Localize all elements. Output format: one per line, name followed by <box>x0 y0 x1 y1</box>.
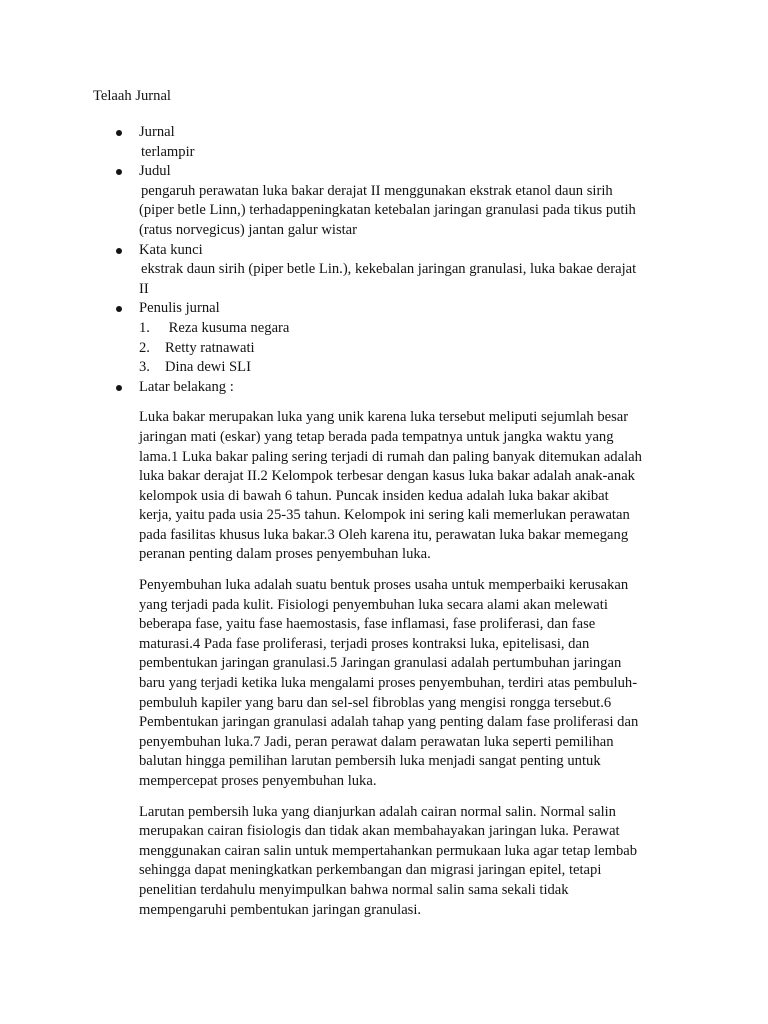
paragraph-2 <box>139 576 677 792</box>
paragraph-line: kerja, yaitu pada usia 25-35 tahun. Kelompok ini sering kali memerlukan perawatan <box>139 507 630 524</box>
paragraph-line: lama.1 Luka bakar paling sering terjadi di rumah dan paling banyak ditemukan adalah <box>139 448 642 465</box>
section-latar-belakang <box>93 378 693 920</box>
paragraph-line: menggunakan cairan salin untuk mempertahankan permukaan luka agar tetap lembab <box>139 842 638 859</box>
paragraph-line: peranan penting dalam proses penyembuhan luka. <box>139 546 431 563</box>
section-jurnal <box>93 123 693 162</box>
section-detail: terlampir <box>141 143 195 160</box>
section-label: Latar belakang : <box>139 378 234 395</box>
section-list <box>93 123 693 920</box>
author-number: 1. <box>139 319 150 336</box>
author-item <box>139 319 693 339</box>
author-number: 3. <box>139 359 150 376</box>
bullet-icon <box>116 385 122 391</box>
paragraph-line: penyembuhan luka.7 Jadi, peran perawat dalam perawatan luka seperti pemilihan <box>139 733 614 750</box>
section-label: Penulis jurnal <box>139 300 220 317</box>
author-name: Dina dewi SLI <box>165 359 251 376</box>
paragraph-line: sehingga dapat meningkatkan perkembangan dan migrasi jaringan epitel, tetapi <box>139 862 602 879</box>
paragraph-line: baru yang terjadi ketika luka mengalami proses penyembuhan, terdiri atas pembuluh- <box>139 675 638 692</box>
author-item <box>139 339 693 359</box>
paragraph-line: yang terjadi pada kulit. Fisiologi penyembuhan luka secara alami akan melewati <box>139 596 608 613</box>
section-detail-line: (piper betle Linn,) terhadappeningkatan ketebalan jaringan granulasi pada tikus putih <box>139 202 636 219</box>
paragraph-line: pada fasilitas khusus luka bakar.3 Oleh karena itu, perawatan luka bakar memegang <box>139 526 629 543</box>
section-judul <box>93 162 693 240</box>
paragraph-line: mempercepat proses penyembuhan luka. <box>139 773 377 789</box>
section-kata-kunci <box>93 241 693 300</box>
section-label: Judul <box>139 163 171 180</box>
author-item <box>139 358 693 378</box>
section-detail-line: ekstrak daun sirih (piper betle Lin.), kekebalan jaringan granulasi, luka bakae derajat <box>141 261 637 278</box>
author-name: Retty ratnawati <box>165 339 255 356</box>
author-list <box>139 319 693 378</box>
section-label: Jurnal <box>139 124 175 140</box>
paragraph-3 <box>139 803 677 921</box>
bullet-icon <box>116 130 122 136</box>
bullet-icon <box>116 306 122 312</box>
paragraph-line: balutan hingga pemilihan larutan pembersih luka menjadi sangat penting untuk <box>139 753 601 770</box>
paragraph-line: pembentukan jaringan granulasi.5 Jaringan granulasi adalah pertumbuhan jaringan <box>139 655 622 672</box>
document-title: Telaah Jurnal <box>93 88 171 104</box>
bullet-icon <box>116 169 122 175</box>
paragraph-line: pembuluh kapiler yang baru dan sel-sel fibroblas yang mengisi rongga tersebut.6 <box>139 694 612 711</box>
paragraph-line: Larutan pembersih luka yang dianjurkan adalah cairan normal salin. Normal salin <box>139 803 616 820</box>
paragraph-line: luka bakar derajat II.2 Kelompok terbesar dengan kasus luka bakar adalah anak-anak <box>139 468 635 485</box>
paragraph-line: merupakan cairan fisiologis dan tidak akan membahayakan jaringan luka. Perawat <box>139 823 620 840</box>
paragraph-line: maturasi.4 Pada fase proliferasi, terjadi proses kontraksi luka, epitelisasi, dan <box>139 635 590 652</box>
paragraph-line: mempengaruhi pembentukan jaringan granulasi. <box>139 901 422 918</box>
paragraph-line: jaringan mati (eskar) yang tetap berada pada tempatnya untuk jangka waktu yang <box>139 428 614 445</box>
paragraph-line: penelitian terdahulu menyimpulkan bahwa normal salin sama sekali tidak <box>139 881 569 898</box>
section-label: Kata kunci <box>139 241 203 258</box>
section-penulis-jurnal <box>93 299 693 377</box>
author-number: 2. <box>139 339 150 356</box>
author-name: Reza kusuma negara <box>165 319 290 336</box>
paragraph-line: Penyembuhan luka adalah suatu bentuk proses usaha untuk memperbaiki kerusakan <box>139 577 629 594</box>
paragraph-line: beberapa fase, yaitu fase haemostasis, fase inflamasi, fase proliferasi, dan fase <box>139 616 596 633</box>
section-detail-line: (ratus norvegicus) jantan galur wistar <box>139 221 358 238</box>
paragraph-line: Pembentukan jaringan granulasi adalah tahap yang penting dalam fase proliferasi dan <box>139 714 639 731</box>
bullet-icon <box>116 248 122 254</box>
section-detail-line: II <box>139 280 149 297</box>
paragraph-line: kelompok usia di bawah 6 tahun. Puncak insiden kedua adalah luka bakar akibat <box>139 487 609 504</box>
paragraph-1 <box>139 408 677 565</box>
paragraph-line: Luka bakar merupakan luka yang unik karena luka tersebut meliputi sejumlah besar <box>139 409 629 426</box>
section-detail-line: pengaruh perawatan luka bakar derajat II menggunakan ekstrak etanol daun sirih <box>141 182 613 199</box>
